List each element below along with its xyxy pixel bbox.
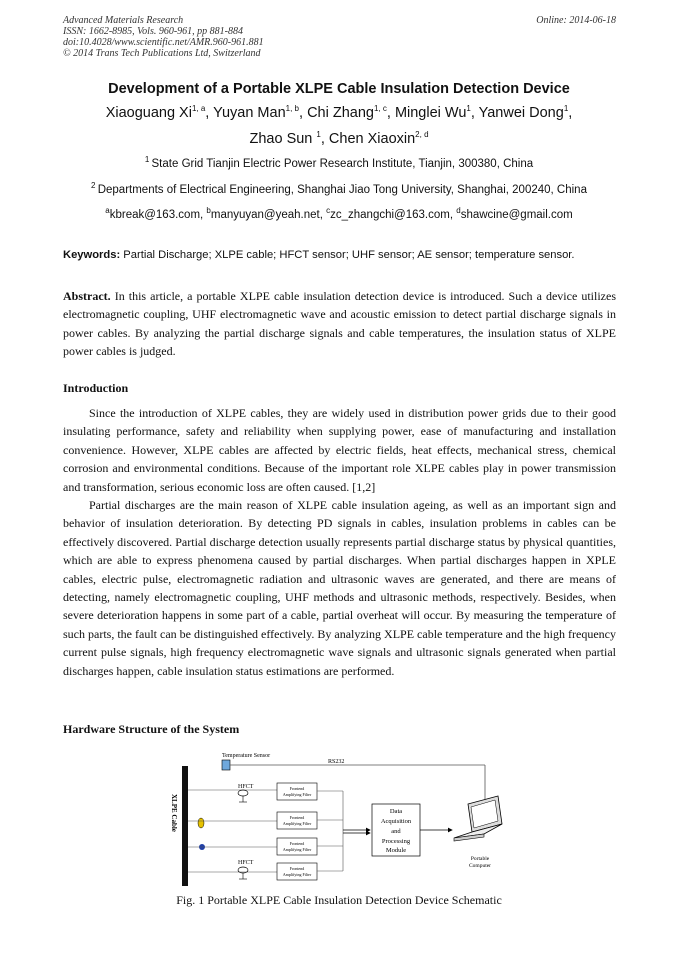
online-date: Online: 2014-06-18 (536, 15, 616, 26)
affiliation-text: State Grid Tianjin Electric Power Research Institute, Tianjin, 300380, China (151, 158, 534, 170)
email-sup: d (456, 206, 461, 216)
journal-header (63, 15, 616, 59)
affiliation-sup: 1 (144, 155, 152, 165)
xlpe-cable (182, 766, 188, 886)
filter-line-2: Amplifying Filter (282, 792, 312, 797)
xlpe-cable-label: XLPE Cable (170, 794, 178, 832)
temp-sensor-label: Temperature Sensor (222, 753, 271, 759)
filter-line-1: Frontend (289, 786, 305, 791)
daq-line: Module (385, 847, 407, 854)
email-line (40, 206, 638, 221)
affiliation-1 (40, 155, 638, 170)
author-name: Minglei Wu (394, 105, 467, 121)
hfct-top-icon (238, 790, 248, 796)
email-sup: b (206, 206, 211, 216)
author-sup: 1, a (191, 104, 206, 114)
email-sup: c (326, 206, 331, 216)
author-sup: 1 (563, 104, 569, 114)
email-text: manyuyan@yeah.net, (210, 209, 327, 221)
filter-box-2 (277, 812, 317, 829)
author-sup: 1 (316, 130, 321, 140)
intro-paragraph-1: Since the introduction of XLPE cables, they are widely used in distribution power grids due to their good insulating performance, safety and reliability when supplying power, ease of manufacturing and installation convenience. However, XLPE cables are affected by electric fields, heat effects, mechanical stress, chemical corrosion and environmental conditions. Because of the important role XLPE cables play in power transmission and transformation, serious economic loss are often caused. [1,2] (63, 406, 616, 494)
email-text: zc_zhangchi@163.com, (330, 209, 457, 221)
computer-label: Portable (470, 856, 490, 862)
computer-label: Computer (469, 863, 491, 869)
email-text: kbreak@163.com, (109, 209, 207, 221)
author-name: Chen Xiaoxin (328, 131, 416, 147)
daq-line: Acquisition (380, 818, 412, 825)
affiliation-text: Departments of Electrical Engineering, Shanghai Jiao Tong University, Shanghai, 200240, China (97, 184, 587, 196)
hfct-bottom-label: HFCT (238, 860, 254, 866)
temp-sensor-icon (222, 760, 230, 770)
filter-line-2: Amplifying Filter (282, 872, 312, 877)
keywords-label: Keywords: (63, 249, 121, 261)
filter-box-3 (277, 838, 317, 855)
laptop-icon (454, 796, 502, 841)
filter-line-1: Frontend (289, 841, 305, 846)
author-sup: 2, d (415, 130, 429, 140)
author-sup: 1 (466, 104, 471, 114)
email-sup: a (105, 206, 110, 216)
author-sup: 1, b (285, 104, 299, 114)
rs232-label: RS232 (328, 759, 345, 765)
keywords (63, 249, 616, 261)
hfct-top-label: HFCT (238, 784, 254, 790)
uhf-sensor-icon (198, 818, 204, 828)
section-heading-introduction: Introduction (63, 381, 129, 395)
figure-caption: Fig. 1 Portable XLPE Cable Insulation Detection Device Schematic (176, 893, 502, 907)
affiliation-2 (40, 181, 638, 196)
daq-module (372, 804, 420, 856)
email-text: shawcine@gmail.com (460, 209, 573, 221)
authors-line-1: Xiaoguang Xi$^{1, a}$, Yuyan Man$^{1, b}$, Chi Zhang$^{1, c}$, Minglei Wu$^1$, Yanwei Dong$^1$, (105, 104, 573, 121)
copyright-line: © 2014 Trans Tech Publications Ltd, Switzerland (63, 48, 261, 59)
intro-paragraph-2: Partial discharges are the main reason of XLPE cable insulation ageing, as well as an important sign and behavior of insulation deterioration. By detecting PD signals in cables, insulation problems in cables can be effectively discovered. Partial discharge detection usually represents partial discharge status by physical quantities, which are able to express phenomena caused by partial discharges. When partial discharges happen in XPLE cables, electric pulse, electromagnetic radiation and ultrasonic waves are generated, and there are means of detecting, namely electromagnetic coupling, UHF methods and ultrasonic methods, respectively. Besides, when severe deterioration happens in some part of a cable, partial overheat will occur. By measuring the temperature of such parts, the fault can be distinguished effectively. By analyzing XLPE cable temperature and the high frequency current pulse signals, high frequency electromagnetic wave signals and ultrasonic signals generated when partial discharges happen, cable insulation status estimations are performed. (63, 498, 616, 678)
author-name: Chi Zhang (307, 105, 374, 121)
issn-line: ISSN: 1662-8985, Vols. 960-961, pp 881-884 (63, 26, 243, 37)
paper-title: Development of a Portable XLPE Cable Insulation Detection Device (108, 81, 570, 97)
filter-line-1: Frontend (289, 815, 305, 820)
abstract-text: In this article, a portable XLPE cable insulation detection device is introduced. Such a device utilizes electromagnetic coupling, UHF electromagnetic wave and acoustic emission to detect partial discharge signals in power cables. By analyzing the partial discharge signals and cable temperatures, the insulation status of XLPE power cables is judged. (63, 289, 616, 359)
affiliation-sup: 2 (91, 181, 98, 191)
section-heading-hardware: Hardware Structure of the System (63, 722, 240, 736)
filter-line-2: Amplifying Filter (282, 821, 312, 826)
author-name: Yuyan Man (213, 105, 286, 121)
filter-box-4 (277, 863, 317, 880)
authors-line-2: Zhao Sun $^1$, Chen Xiaoxin$^{2, d}$ (249, 130, 429, 147)
filter-line-2: Amplifying Filter (282, 847, 312, 852)
daq-line: and (391, 828, 401, 835)
author-sup: 1, c (373, 104, 387, 114)
author-name: Zhao Sun (249, 131, 317, 147)
schematic-figure (150, 746, 530, 891)
filter-line-1: Frontend (289, 866, 305, 871)
journal-name: Advanced Materials Research (63, 15, 184, 26)
abstract (63, 287, 616, 361)
daq-line: Processing (381, 838, 411, 845)
filter-box-1 (277, 783, 317, 800)
daq-line: Data (389, 808, 403, 815)
doi-line: doi:10.4028/www.scientific.net/AMR.960-961.881 (63, 37, 264, 48)
abstract-label: Abstract. (63, 289, 111, 303)
author-name: Yanwei Dong (478, 105, 564, 121)
author-name: Xiaoguang Xi (105, 105, 192, 121)
keywords-text: Partial Discharge; XLPE cable; HFCT sensor; UHF sensor; AE sensor; temperature sensor. (120, 249, 575, 261)
